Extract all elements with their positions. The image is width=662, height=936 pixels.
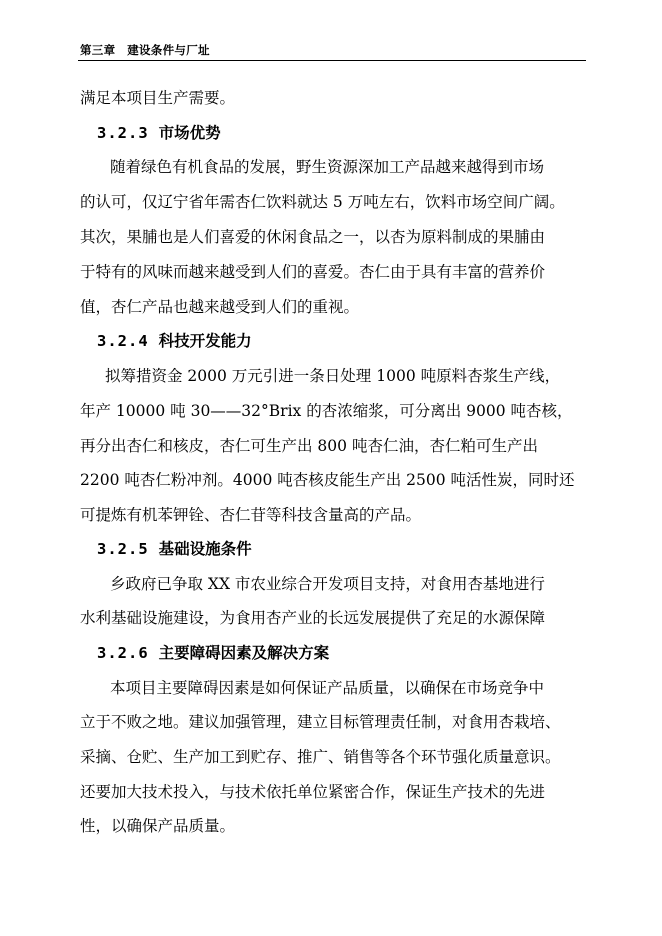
paragraph-line: 随着绿色有机食品的发展，野生资源深加工产品越来越得到市场 [110, 158, 545, 176]
paragraph-line: 于特有的风味而越来越受到人们的喜爱。杏仁由于具有丰富的营养价 [80, 263, 546, 281]
section-number: 3.2.5 [97, 540, 149, 558]
paragraph-line: 拟筹措资金 2000 万元引进一条日处理 1000 吨原料杏浆生产线， [105, 367, 561, 385]
paragraph-line: 乡政府已争取 XX 市农业综合开发项目支持，对食用杏基地进行 [110, 575, 545, 593]
paragraph-line: 再分出杏仁和核皮，杏仁可生产出 800 吨杏仁油，杏仁粕可生产出 [80, 437, 538, 455]
paragraph-line: 水利基础设施建设，为食用杏产业的长远发展提供了充足的水源保障 [80, 609, 546, 627]
section-number: 3.2.6 [97, 644, 149, 662]
section-heading-3-2-6 [97, 643, 329, 663]
paragraph-line: 其次，果脯也是人们喜爱的休闲食品之一，以杏为原料制成的果脯由 [80, 228, 546, 246]
paragraph-line: 还要加大技术投入，与技术依托单位紧密合作，保证生产技术的先进 [80, 783, 546, 801]
section-number: 3.2.3 [97, 124, 149, 142]
paragraph-line: 年产 10000 吨 30——32°Brix 的杏浓缩浆，可分离出 9000 吨杏核， [80, 402, 573, 420]
header-rule [78, 60, 586, 61]
paragraph-line: 的认可，仅辽宁省年需杏仁饮料就达 5 万吨左右，饮料市场空间广阔。 [80, 193, 565, 211]
intro-line: 满足本项目生产需要。 [80, 89, 236, 107]
section-heading-3-2-5 [97, 539, 252, 559]
paragraph-line: 2200 吨杏仁粉冲剂。4000 吨杏核皮能生产出 2500 吨活性炭，同时还 [80, 471, 575, 489]
section-heading-3-2-3 [97, 123, 221, 143]
section-title: 主要障碍因素及解决方案 [158, 644, 330, 662]
chapter-header: 第三章 建设条件与厂址 [80, 43, 210, 57]
paragraph-line: 性，以确保产品质量。 [80, 817, 236, 835]
paragraph-line: 本项目主要障碍因素是如何保证产品质量，以确保在市场竞争中 [110, 679, 545, 697]
paragraph-line: 可提炼有机苯钾铨、杏仁苷等科技含量高的产品。 [80, 506, 422, 524]
paragraph-line: 采摘、仓贮、生产加工到贮存、推广、销售等各个环节强化质量意识。 [80, 748, 561, 766]
paragraph-line: 立于不败之地。建议加强管理，建立目标管理责任制，对食用杏栽培、 [80, 713, 561, 731]
section-title: 基础设施条件 [158, 540, 252, 558]
section-title: 市场优势 [158, 124, 221, 142]
section-title: 科技开发能力 [158, 332, 252, 350]
section-heading-3-2-4 [97, 331, 252, 351]
paragraph-line: 值，杏仁产品也越来越受到人们的重视。 [80, 298, 360, 316]
section-number: 3.2.4 [97, 332, 149, 350]
